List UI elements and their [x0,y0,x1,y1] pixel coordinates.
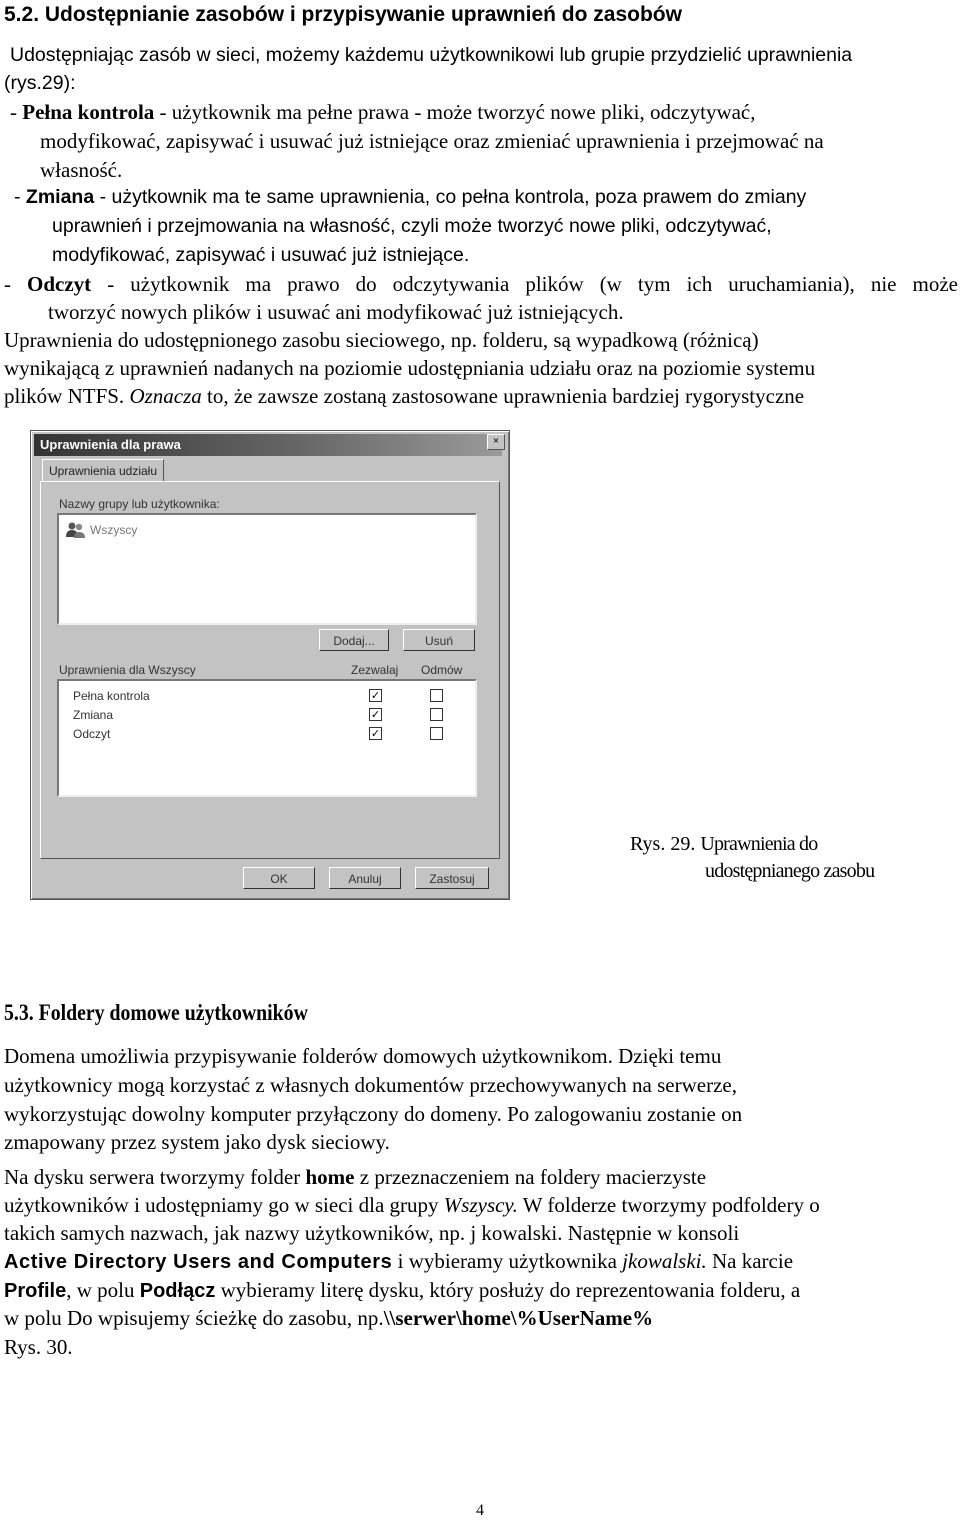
group-names-label: Nazwy grupy lub użytkownika: [59,497,220,511]
allow-checkbox[interactable]: ✓ [370,689,381,702]
remove-button[interactable]: Usuń [403,629,475,651]
para-permissions-line-1: Uprawnienia do udostępnionego zasobu sieciowego, np. folderu, są wypadkową (różnicą) [4,328,759,352]
bullet-change-line-3: modyfikować, zapisywać i usuwać już istniejące. [52,244,470,266]
bullet-text: - użytkownik ma te same uprawnienia, co pełna kontrola, poza prawem do zmiany [94,186,807,208]
bullet-full-control-line-2: modyfikować, zapisywać i usuwać już istniejące oraz zmieniać uprawnienia i przejmować na [40,129,824,153]
permission-name-pelna-kontrola: Pełna kontrola [73,689,150,703]
permissions-for-label: Uprawnienia dla Wszyscy [59,663,196,677]
deny-checkbox[interactable] [430,727,443,740]
home-folders-line-1: Domena umożliwia przypisywanie folderów domowych użytkownikom. Dzięki temu [4,1044,722,1068]
bullet-full-control-line-3: własność. [40,158,123,182]
bullet-dash: - [14,186,26,208]
steps-line-6 [4,1306,653,1331]
figure-title: Uprawnienia do [700,833,818,855]
text: wybieramy literę dysku, który posłuży do reprezentowania folderu, a [215,1278,801,1302]
tab-share-permissions[interactable]: Uprawnienia udziału [42,459,164,482]
cancel-button[interactable]: Anuluj [329,867,401,889]
text: to, że zawsze zostaną zastosowane uprawnienia bardziej rygorystyczne [201,384,805,408]
bullet-dash: - [4,272,28,296]
bullet-read-line-2: tworzyć nowych plików i usuwać ani modyfikować już istniejących. [48,300,624,324]
steps-line-3: takich samych nazwach, jak nazwy użytkowników, np. j kowalski. Następnie w konsoli [4,1221,740,1245]
bullet-term-full-control: Pełna kontrola [22,100,155,124]
steps-line-5 [4,1278,800,1303]
permissions-dialog [30,430,510,900]
list-item[interactable] [65,521,325,539]
bullet-text: - użytkownik ma prawo do odczytywania plików (w tym ich uruchamiania), nie może [91,272,958,296]
permission-row [59,687,469,705]
text: , w polu [66,1278,140,1302]
home-folders-line-4: zmapowany przez system jako dysk sieciowy. [4,1130,390,1154]
allow-checkbox[interactable]: ✓ [370,708,381,721]
home-folders-line-2: użytkownicy mogą korzystać z własnych dokumentów przechowywanych na serwerze, [4,1073,737,1097]
allow-column-header: Zezwalaj [351,663,399,677]
group-list[interactable] [57,513,477,625]
permission-row [59,725,469,743]
allow-checkbox[interactable]: ✓ [370,727,381,740]
home-folders-line-3: wykorzystując dowolny komputer przyłączony do domeny. Po zalogowaniu zostanie on [4,1102,743,1126]
permission-row [59,706,469,724]
figure-caption-line-1 [630,833,817,856]
bullet-change [14,186,806,209]
users-group-icon [65,521,87,539]
text: W folderze tworzymy podfoldery o [517,1193,820,1217]
page-number: 4 [476,1502,484,1519]
text: w polu Do wpisujemy ścieżkę do zasobu, np. [4,1306,384,1330]
text: Na karcie [706,1249,794,1273]
deny-column-header: Odmów [421,663,463,677]
text: z przeznaczeniem na foldery macierzyste [354,1165,707,1189]
field-name-connect: Podłącz [139,1280,216,1302]
bullet-change-line-2: uprawnień i przejmowania na własność, czyli może tworzyć nowe pliki, odczytywać, [52,215,772,237]
close-button[interactable] [487,434,505,450]
tab-name-profile: Profile [4,1280,67,1302]
permissions-list [57,679,477,797]
intro-line-2: (rys.29): [4,72,76,94]
close-icon: × [492,435,500,447]
bullet-read [4,272,958,297]
bullet-dash: - [10,100,23,124]
text: użytkowników i udostępniamy go w sieci dla grupy [4,1193,444,1217]
italic-word: Oznacza [129,384,202,408]
steps-line-2 [4,1193,820,1218]
bullet-term-read: Odczyt [27,272,92,296]
ok-button[interactable]: OK [243,867,315,889]
steps-line-4 [4,1249,793,1274]
bullet-full-control [10,100,756,125]
permission-name-zmiana: Zmiana [73,708,114,722]
text: i wybieramy użytkownika [392,1249,623,1273]
share-path: \\serwer\home\%UserName% [383,1306,654,1330]
folder-name-home: home [305,1165,355,1189]
figure-caption-line-2: udostępnianego zasobu [705,860,875,882]
bullet-term-change: Zmiana [25,186,95,208]
permission-name-odczyt: Odczyt [73,727,111,741]
bullet-text: - użytkownik ma pełne prawa - może tworzyć nowe pliki, odczytywać, [154,100,756,124]
dialog-title-bar [34,434,502,456]
text: plików NTFS. [4,384,130,408]
dialog-title: Uprawnienia dla prawa [40,437,181,452]
steps-line-7: Rys. 30. [4,1335,73,1359]
para-permissions-line-3 [4,384,804,409]
user-name: jkowalski. [622,1249,707,1273]
group-name-everyone: Wszyscy. [443,1193,518,1217]
console-name: Active Directory Users and Computers [4,1251,393,1273]
group-item-everyone: Wszyscy [90,523,138,537]
apply-button[interactable]: Zastosuj [415,867,489,889]
deny-checkbox[interactable] [430,708,443,721]
section-heading-5-2: 5.2. Udostępnianie zasobów i przypisywanie uprawnień do zasobów [4,3,682,26]
add-button[interactable]: Dodaj... [319,629,389,651]
section-heading-5-3: 5.3. Foldery domowe użytkowników [4,1000,308,1025]
intro-line-1: Udostępniając zasób w sieci, możemy każdemu użytkownikowi lub grupie przydzielić uprawnienia [10,44,853,66]
deny-checkbox[interactable] [430,689,443,702]
para-permissions-line-2: wynikającą z uprawnień nadanych na poziomie udostępniania udziału oraz na poziomie systemu [4,356,816,380]
text: Na dysku serwera tworzymy folder [4,1165,306,1189]
steps-line-1 [4,1165,706,1190]
figure-number: Rys. 29. [630,833,696,855]
